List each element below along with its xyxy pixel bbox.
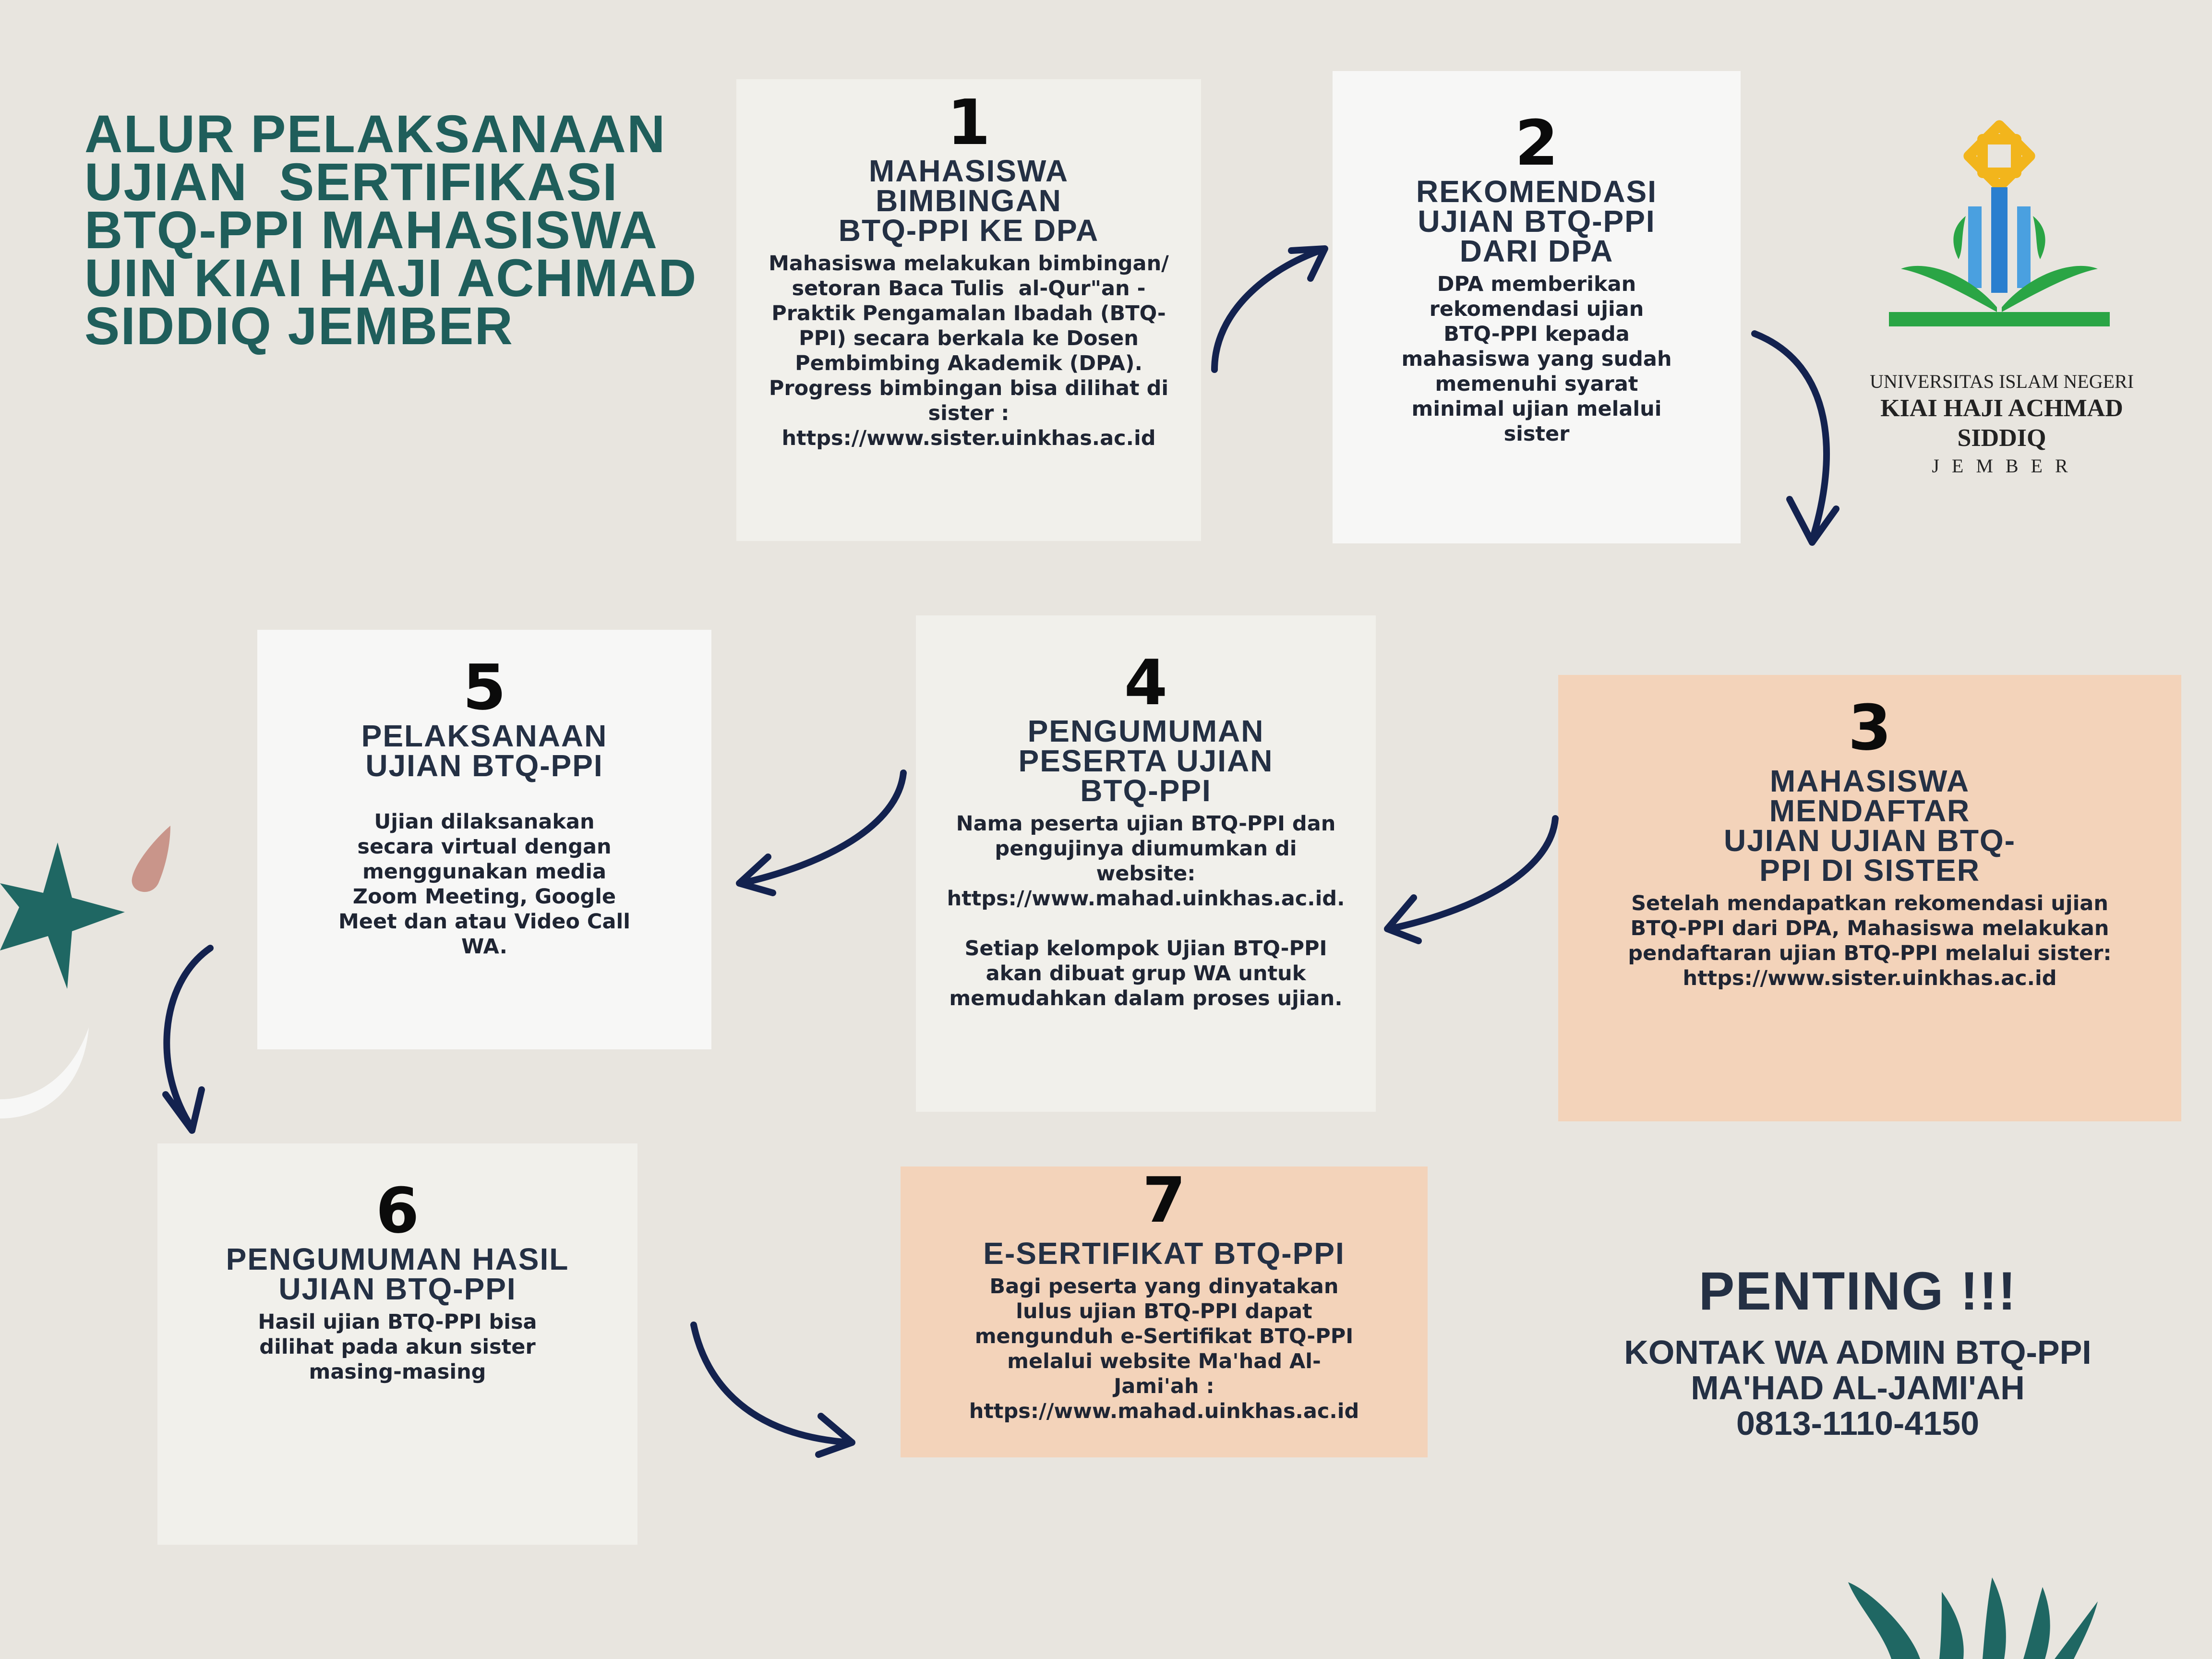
step-description: Mahasiswa melakukan bimbingan/ setoran Baca Tulis al-Qur"an - Praktik Pengamalan Ibadah (BTQ- PPI) secara berkala ke Dosen Pembimbing Akademik (DPA). Progress bimbingan bisa dilihat di sister : https://www.sister.uinkhas.ac.id xyxy=(769,252,1169,450)
step-heading: MAHASISWA MENDAFTAR UJIAN UJIAN BTQ- PPI DI SISTER xyxy=(1723,764,2016,888)
arrowhead-6-to-7 xyxy=(818,1416,852,1455)
arrowhead-2-to-3 xyxy=(1790,499,1836,542)
important-contact xyxy=(1560,1258,2155,1441)
title-line: UJIAN SERTIFIKASI xyxy=(84,153,618,212)
university-logo-text xyxy=(1834,370,2170,479)
university-logo-icon xyxy=(1882,115,2131,355)
step-description: Nama peserta ujian BTQ-PPI dan pengujinya diumumkan di website: https://www.mahad.uinkhas.ac.id. Setiap kelompok Ujian BTQ-PPI akan dibuat grup WA untuk memudahkan dalam proses ujian. xyxy=(947,812,1345,1010)
step-heading: PENGUMUMAN HASIL UJIAN BTQ-PPI xyxy=(226,1242,569,1306)
step-description: DPA memberikan rekomendasi ujian BTQ-PPI kepada mahasiswa yang sudah memenuhi syarat minimal ujian melalui sister xyxy=(1401,272,1672,446)
step-number: 7 xyxy=(1142,1164,1186,1237)
step-description: Ujian dilaksanakan secara virtual dengan menggunakan media Zoom Meeting, Google Meet dan atau Video Call WA. xyxy=(338,810,630,959)
step-number: 1 xyxy=(947,86,991,159)
important-heading: PENTING !!! xyxy=(1698,1261,2017,1321)
step-heading: PENGUMUMAN PESERTA UJIAN BTQ-PPI xyxy=(1018,714,1274,808)
step-number: 5 xyxy=(462,651,506,724)
arrow-1-to-2 xyxy=(1214,250,1322,370)
step-heading: E-SERTIFIKAT BTQ-PPI xyxy=(983,1236,1345,1271)
step-number: 4 xyxy=(1124,646,1168,719)
decoration-drop-icon xyxy=(125,821,182,898)
step-heading: MAHASISWA BIMBINGAN BTQ-PPI KE DPA xyxy=(838,154,1099,248)
arrow-2-to-3 xyxy=(1755,334,1827,540)
arrow-4-to-5 xyxy=(742,773,903,883)
arrow-3-to-4 xyxy=(1390,818,1555,929)
step-description: Hasil ujian BTQ-PPI bisa dilihat pada akun sister masing-masing xyxy=(258,1310,537,1384)
step-heading: REKOMENDASI UJIAN BTQ-PPI DARI DPA xyxy=(1416,174,1658,268)
step-description: Setelah mendapatkan rekomendasi ujian BTQ-PPI dari DPA, Mahasiswa melakukan pendaftaran ujian BTQ-PPI melalui sister: https://www.sister.uinkhas.ac.id xyxy=(1628,891,2112,990)
step-description: Bagi peserta yang dinyatakan lulus ujian BTQ-PPI dapat mengunduh e-Sertifikat BTQ-PPI melalui website Ma'had Al- Jami'ah : https://www.mahad.uinkhas.ac.id xyxy=(969,1274,1359,1423)
contact-line: MA'HAD AL-JAMI'AH xyxy=(1691,1369,2025,1407)
arrowhead-3-to-4 xyxy=(1387,898,1419,941)
decoration-leaves-icon xyxy=(1839,1577,2136,1659)
logo-line-1: UNIVERSITAS ISLAM NEGERI xyxy=(1869,371,2134,392)
title-line: UIN KIAI HAJI ACHMAD xyxy=(84,249,697,308)
title-line: SIDDIQ JEMBER xyxy=(84,297,514,356)
step-number: 3 xyxy=(1848,691,1892,764)
decoration-crescent-icon xyxy=(0,984,96,1128)
logo-line-2: KIAI HAJI ACHMAD SIDDIQ xyxy=(1880,395,2123,452)
title-line: BTQ-PPI MAHASISWA xyxy=(84,201,659,260)
logo-line-3: J E M B E R xyxy=(1932,455,2072,477)
contact-line: KONTAK WA ADMIN BTQ-PPI xyxy=(1624,1334,2092,1371)
step-heading: PELAKSANAAN UJIAN BTQ-PPI xyxy=(361,719,608,783)
title-line: ALUR PELAKSANAAN xyxy=(84,105,666,164)
step-number: 2 xyxy=(1515,107,1559,180)
step-number: 6 xyxy=(375,1174,420,1247)
contact-phone: 0813-1110-4150 xyxy=(1736,1405,1980,1442)
